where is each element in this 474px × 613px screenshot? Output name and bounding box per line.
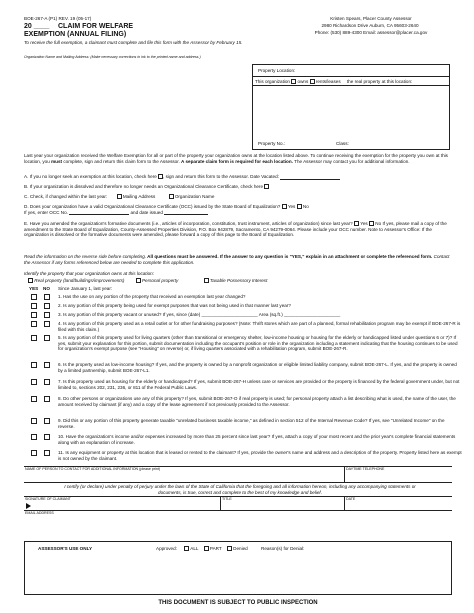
instructions-read3: Contact the Assessor if any forms referenced below are needed to complete this application. xyxy=(24,254,450,265)
intro-paragraph xyxy=(24,153,452,164)
assessor-contact: Phone: (530) 889-4300 Email: assessor@placer.ca.gov xyxy=(314,30,428,35)
q2-yes-checkbox[interactable] xyxy=(31,303,37,309)
occ-no-checkbox[interactable] xyxy=(297,204,302,209)
section-c-text: C. Check, if changed within the last year: xyxy=(24,194,108,199)
this-org-label: This organization xyxy=(255,79,290,84)
taxable-possessory-checkbox[interactable] xyxy=(204,278,209,283)
q4-yes-checkbox[interactable] xyxy=(31,321,37,327)
intro-must: must xyxy=(51,158,63,164)
q11-no-checkbox[interactable] xyxy=(44,450,50,456)
q6-yes-checkbox[interactable] xyxy=(31,362,37,368)
intro-text-3: The Assessor may contact you for additional information. xyxy=(292,158,410,164)
section-e xyxy=(24,221,452,238)
approved-label: Approved: xyxy=(156,546,177,551)
q7-no-checkbox[interactable] xyxy=(44,379,50,385)
no-column-header: NO xyxy=(43,286,50,291)
form-year-prefix: 20 ____ xyxy=(24,23,50,30)
org-name-checkbox[interactable] xyxy=(169,194,174,199)
divider-certify-top xyxy=(24,482,452,483)
personal-property-checkbox[interactable] xyxy=(136,278,141,283)
rents-checkbox[interactable] xyxy=(310,79,315,84)
q9-yes-checkbox[interactable] xyxy=(31,418,37,424)
q5-no-checkbox[interactable] xyxy=(44,335,50,341)
section-a-text: A. If you no longer seek an exemption at this location, check here xyxy=(24,174,157,179)
q2-no-checkbox[interactable] xyxy=(44,303,50,309)
form-title-line1: CLAIM FOR WELFARE xyxy=(58,23,134,30)
signature-field[interactable] xyxy=(34,502,218,510)
mailing-address-label: Mailing Address xyxy=(122,194,156,199)
q10-no-checkbox[interactable] xyxy=(44,434,50,440)
org-name-label: Organization Name xyxy=(174,194,215,199)
approval-row xyxy=(156,546,446,552)
instructions xyxy=(24,254,452,265)
question-10: 10. Have the organization's income and/or expenses increased by more than 25 percent since last year? If yes, attach a copy of your most recent and the prior year's complete financial statements along with an explanation of increase. xyxy=(58,434,456,445)
email-label: EMAIL ADDRESS xyxy=(25,511,54,515)
section-b-checkbox[interactable] xyxy=(264,184,269,189)
intro-bold: A separate claim form is required for each location. xyxy=(181,158,293,164)
mailing-address-checkbox[interactable] xyxy=(117,194,122,199)
real-property-label: Real property (land/buildings/improvements) xyxy=(34,278,125,283)
property-location-label: Property Location: xyxy=(258,68,296,73)
assessor-name: Kristen Spears, Placer County Assessor xyxy=(330,16,412,21)
occ-yes-label: Yes xyxy=(287,204,296,209)
assessor-use-label: ASSESSOR'S USE ONLY xyxy=(38,546,93,551)
intro-text-2: complete, sign and return this claim form to the Assessor. xyxy=(62,158,182,164)
taxable-possessory-label: Taxable Possessory Interest xyxy=(209,278,268,283)
q7-yes-checkbox[interactable] xyxy=(31,379,37,385)
q8-yes-checkbox[interactable] xyxy=(31,396,37,402)
amended-no-checkbox[interactable] xyxy=(369,221,374,226)
q1-no-checkbox[interactable] xyxy=(44,294,50,300)
property-no-label: Property No.: xyxy=(258,141,286,146)
question-7: 7. Is this property used as housing for the elderly or handicapped? If yes, submit BOE-267-H unless care or services are provided or the property is financed by the federal government under, but not limited to, sections 202, 231, 236, or 811 of the Federal Public Laws. xyxy=(58,379,460,390)
daytime-phone-label: DAYTIME TELEPHONE xyxy=(346,467,385,471)
rents-label: rents/leases xyxy=(315,79,341,84)
divider-signature-top xyxy=(24,496,452,497)
section-b-text: B. If your organization is dissolved and therefore no longer needs an Organizational Clearance Certificate, check here xyxy=(24,184,264,189)
contact-label: NAME OF PERSON TO CONTACT FOR ADDITIONAL INFORMATION (please print) xyxy=(25,467,161,471)
org-address-field[interactable] xyxy=(24,64,250,150)
section-e-text2: If yes, please mail a copy of the amendment to the State Board of Equalization, County-Assessed Properties Division, P.O. Box 942879, Sacramento, CA 94279-0064. Please include your OCC number. Note to Assessor's Office: If the organization is dissolved or the formative documents were amended, please forward a copy of this page to the Board of Equalization. xyxy=(24,221,447,238)
title-label: TITLE xyxy=(222,497,232,501)
signature-arrow-icon xyxy=(26,503,31,509)
approved-all-label: ALL xyxy=(190,546,199,551)
question-6: 6. Is the property used as low-income housing? If yes, and the property is owned by a nonprofit organization or eligible limited liability company, submit BOE-267-L. If yes, and the property is owned by a limited partnership, submit BOE-267-L1. xyxy=(58,362,457,373)
amended-yes-label: Yes xyxy=(360,221,368,226)
property-type-row xyxy=(28,278,448,284)
denied-label: Denied xyxy=(233,546,248,551)
real-property-checkbox[interactable] xyxy=(28,278,33,283)
divider-phone xyxy=(344,466,345,482)
title-field[interactable] xyxy=(222,502,342,510)
signature-label: SIGNATURE OF CLAIMANT xyxy=(25,497,71,501)
denied-checkbox[interactable] xyxy=(227,546,232,551)
amended-no-label: No xyxy=(375,221,382,226)
question-4: 4. Is any portion of this property used as a retail outlet or for other fundraising purposes? (Note: Thrift stores which are part of a planned, formal rehabilitation program may be exempt if BOE-267-R is filed with this claim.) xyxy=(58,321,461,332)
email-field[interactable] xyxy=(24,516,452,538)
section-c xyxy=(24,194,452,200)
q10-yes-checkbox[interactable] xyxy=(31,434,37,440)
section-b xyxy=(24,184,452,190)
occ-no-label: No xyxy=(302,204,309,209)
question-5: 5. Is any portion of this property used for living quarters (other than transitional or emergency shelter, low-income housing or housing for the elderly or handicapped listed under questions 6 or 7)? If yes, submit your explanation for this portion, submit documentation including the occupant's position or role in the organization including a statement indicating that the housing continues to be used for organization's exempt purpose (see "Housing" on reverse) or, if living quarters associated with a rehabilitation program, submit BOE-267-R. xyxy=(58,335,458,352)
question-2: 2. Is any portion of this property being used for exempt purposes that was not being used in that manner last year? xyxy=(58,303,291,308)
q6-no-checkbox[interactable] xyxy=(44,362,50,368)
section-d xyxy=(24,204,452,215)
denial-reasons-label: Reason(s) for Denial: xyxy=(261,546,305,551)
q11-yes-checkbox[interactable] xyxy=(31,450,37,456)
section-d-text: D. Does your organization have a valid Organizational Clearance Certificate (OCC) issued by the State Board of Equalization? xyxy=(24,204,281,209)
date-field[interactable] xyxy=(346,502,450,510)
form-title-line2: EXEMPTION (ANNUAL FILING) xyxy=(24,31,127,38)
question-3: 3. Is any portion of this property vacant or unused? If yes, since (date) ______________________ Area (sq.ft.) ______________________ xyxy=(58,312,341,317)
occ-date-field[interactable] xyxy=(164,210,208,215)
occ-yes-checkbox[interactable] xyxy=(282,204,287,209)
owns-checkbox[interactable] xyxy=(291,79,296,84)
approved-part-label: PART xyxy=(209,546,222,551)
section-e-text: E. Have you amended the organization's formative documents (i.e., articles of incorporation, constitution, trust instrument, articles of organization) since last year? xyxy=(24,221,353,226)
divider-email-top xyxy=(24,510,452,511)
q8-no-checkbox[interactable] xyxy=(44,396,50,402)
daytime-phone-field[interactable] xyxy=(346,472,450,482)
amended-yes-checkbox[interactable] xyxy=(354,221,359,226)
assessor-address: 2980 Richardson Drive Auburn, CA 95603-2640 xyxy=(321,23,419,28)
occ-date-label: and date issued xyxy=(130,209,163,215)
intro-text-1: Last year your organization received the Welfare Exemption for all or part of the property your organization owns at the location listed above. To continue receiving the exemption for the property you own at this location, you xyxy=(24,153,448,164)
approved-all-checkbox[interactable] xyxy=(184,546,189,551)
occ-number-field[interactable] xyxy=(69,210,129,215)
q3-no-checkbox[interactable] xyxy=(44,312,50,318)
section-a xyxy=(24,174,452,180)
form-intro: To receive the full exemption, a claimant must complete and file this form with the Assessor by February 15. xyxy=(24,40,243,45)
identify-label: Identify the property that your organization owns at this location: xyxy=(24,271,154,276)
since-label: Since January 1, last year: xyxy=(58,286,113,291)
q9-no-checkbox[interactable] xyxy=(44,418,50,424)
question-11: 11. Is any equipment or property at this location that is leased or rented to the claimant? If yes, provide the owner's name and address and a description of the property. Property listed here as exempt is not owned by the claimant. xyxy=(58,450,462,461)
q3-yes-checkbox[interactable] xyxy=(31,312,37,318)
certify-statement: I certify (or declare) under penalty of perjury under the laws of the State of California that the foregoing and all information hereon, including any accompanying statements or documents, is true, correct and complete to the best of my knowledge and belief. xyxy=(64,484,416,495)
divider-title xyxy=(220,496,221,510)
q5-yes-checkbox[interactable] xyxy=(31,335,37,341)
form-number: BOE-267-A (P1) REV. 19 (05-17) xyxy=(24,16,92,21)
personal-property-label: Personal property xyxy=(141,278,179,283)
q1-yes-checkbox[interactable] xyxy=(31,294,37,300)
divider-date xyxy=(344,496,345,510)
ownership-rest: the real property at this location: xyxy=(346,79,413,84)
occ-no-label-text: If yes, enter OCC No. xyxy=(24,209,68,215)
question-1: 1. Has the use on any portion of the property that received an exemption last year changed? xyxy=(58,294,246,299)
owns-label: owns xyxy=(297,79,309,84)
date-label: DATE xyxy=(346,497,356,501)
question-8: 8. Do other persons or organizations use any of this property? If yes, submit BOE-267-O if real property is used; for personal property attach a list describing what is used, the name of the user, the amount received by claimant (if any) and a copy of the lease agreement if not previously provided to the Assessor. xyxy=(58,396,456,407)
org-address-label: Organization Name and Mailing Address: (Make necessary corrections in ink to the printed name and address.) xyxy=(24,55,201,59)
class-label: Class: xyxy=(336,141,349,146)
ownership-line xyxy=(255,79,412,85)
public-inspection-notice: THIS DOCUMENT IS SUBJECT TO PUBLIC INSPECTION xyxy=(158,600,318,606)
yes-column-header: YES xyxy=(29,286,39,291)
contact-name-field[interactable] xyxy=(24,472,342,482)
section-a-text2: , sign and return this form to the Assessor. Date Vacated: xyxy=(163,174,279,179)
instructions-read: Read the information on the reverse side before completing. xyxy=(24,254,147,259)
approved-part-checkbox[interactable] xyxy=(204,546,209,551)
instructions-bold: All questions must be answered. xyxy=(146,254,219,259)
question-9: 9. Did this or any portion of this property generate taxable "unrelated business taxable income," as defined in section 512 of the Internal Revenue Code? If yes, see "Unrelated Income" on the reverse. xyxy=(58,418,445,429)
date-vacated-field[interactable] xyxy=(280,175,340,180)
q4-no-checkbox[interactable] xyxy=(44,321,50,327)
instructions-bold2: If the answer to any question is "YES," explain in an attachment or complete the referenced form. xyxy=(218,254,433,259)
